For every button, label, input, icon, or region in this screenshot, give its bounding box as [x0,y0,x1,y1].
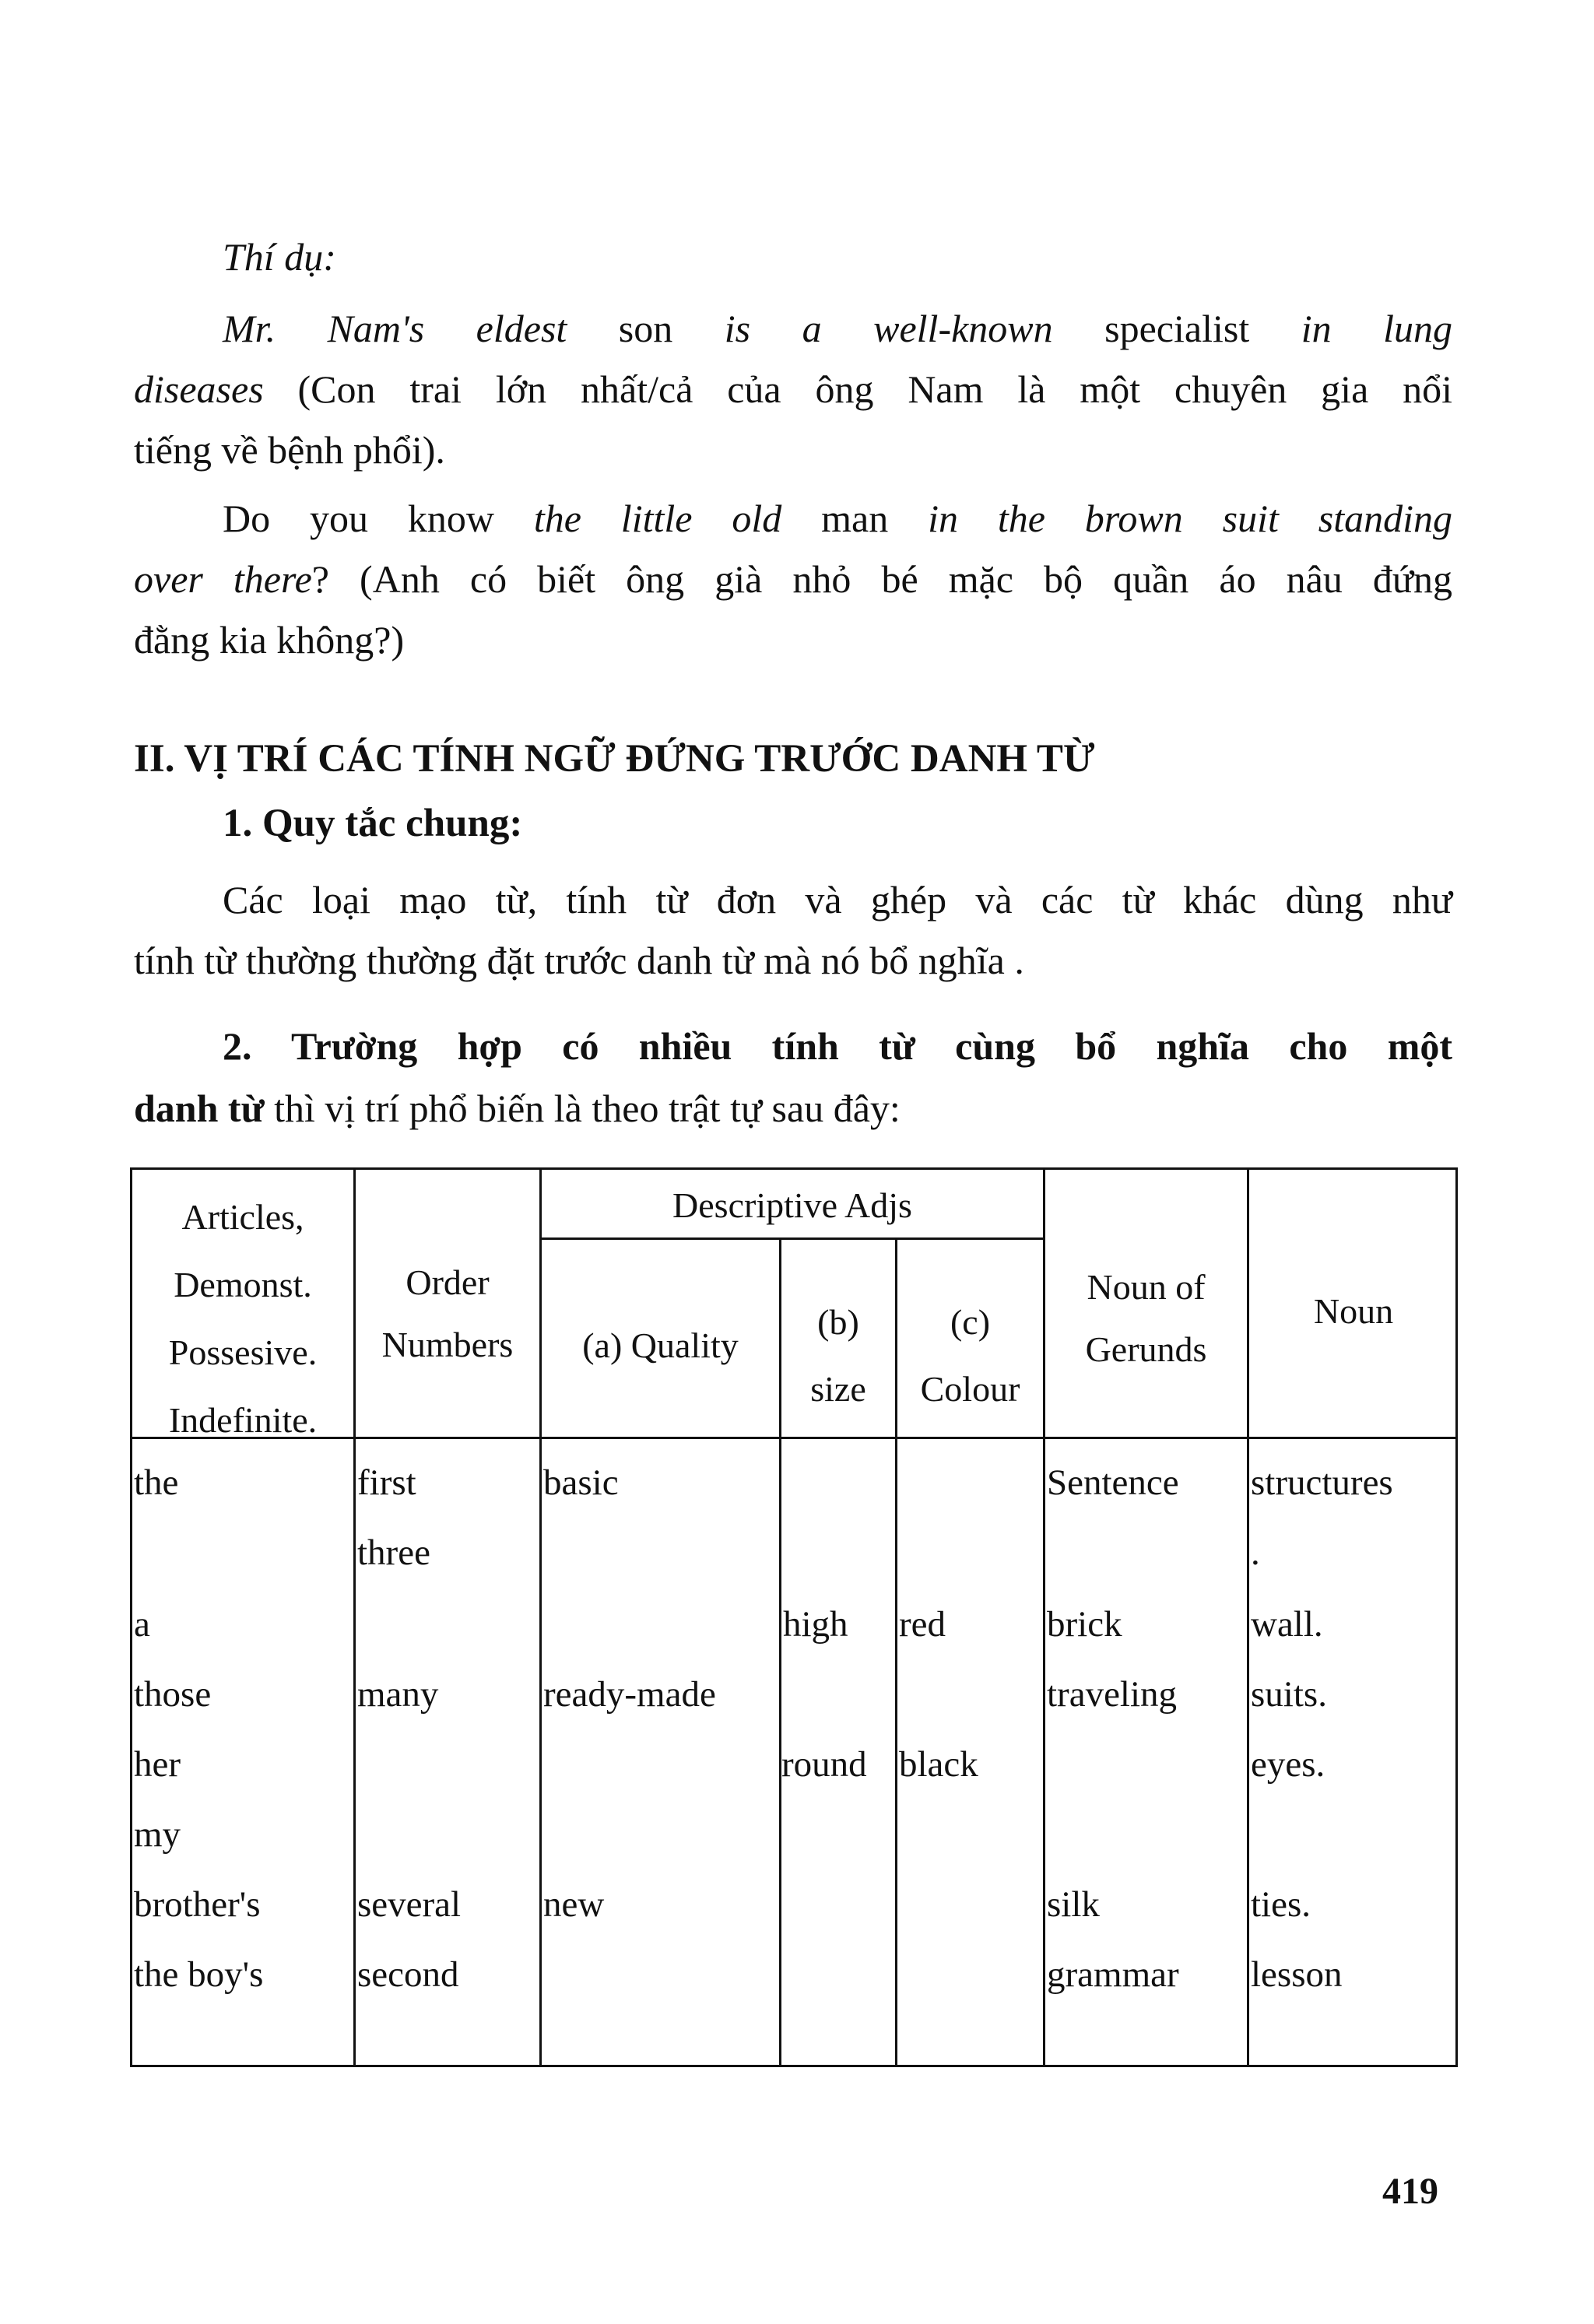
ex2-part-c: man [781,497,929,540]
table-cell: brick [1047,1604,1122,1645]
rule-2-line-1: 2. Trường hợp có nhiều tính từ cùng bổ nghĩa cho một [223,1024,1452,1068]
table-cell: my [134,1814,181,1855]
table-cell: several [357,1884,462,1925]
header-colour [897,1289,1043,1423]
ex1-part-c: is a well-known [724,307,1053,350]
example-1-line-2 [134,366,1452,412]
table-cell: her [134,1744,181,1785]
ex1-part-e: in lung [1301,307,1453,350]
example-2-line-2 [134,556,1452,602]
table-cell: black [899,1744,978,1785]
header-articles-line-3: Possesive. [168,1332,318,1372]
header-articles-line-1: Articles, [181,1197,304,1237]
header-gerunds-line-1: Noun of [1087,1267,1206,1307]
rule-1-text-line-2: tính từ thường thường đặt trước danh từ mà nó bổ nghĩa . [134,939,1024,982]
table-cell: the [134,1462,179,1503]
table-cell: many [357,1674,439,1715]
header-size-line-2: size [810,1369,866,1409]
rule-1-title: 1. Quy tắc chung: [223,802,523,845]
header-descriptive: Descriptive Adjs [672,1185,912,1225]
header-articles-line-2: Demonst. [174,1265,312,1304]
table-cell: the boy's [134,1954,264,1995]
descriptive-divider [539,1237,1043,1240]
table-cell: Sentence [1047,1462,1179,1503]
header-colour-line-1: (c) [950,1302,991,1342]
table-cell: red [899,1604,946,1645]
table-cell: eyes. [1251,1744,1325,1785]
rule-2-bold: danh từ [134,1087,265,1130]
table-cell: a [134,1604,150,1645]
example-1-line-1 [223,305,1452,352]
example-2-line-3: đằng kia không?) [134,618,405,662]
example-1-line-3: tiếng về bệnh phổi). [134,428,445,472]
header-articles [132,1183,353,1454]
table-cell: second [357,1954,459,1995]
table-cell: . [1251,1532,1260,1573]
table-cell: wall. [1251,1604,1323,1645]
table-cell: traveling [1047,1674,1178,1715]
header-noun: Noun [1313,1291,1394,1331]
header-order-line-2: Numbers [381,1325,514,1364]
rule-2-line-2 [134,1085,901,1132]
table-cell: new [543,1884,605,1925]
ex2-part-d: in the brown suit standing [928,497,1452,540]
table-cell: round [781,1744,867,1785]
table-cell: grammar [1047,1954,1179,1995]
example-2-line-1 [223,495,1452,542]
table-cell: lesson [1251,1954,1343,1995]
col-divider-2 [539,1167,542,2067]
ex1-part-f: diseases [134,367,264,411]
header-gerunds-line-2: Gerunds [1085,1329,1207,1369]
table-cell: first [357,1462,416,1503]
table-cell: ready-made [543,1674,716,1715]
header-order-numbers [356,1252,539,1376]
ex1-part-a: Mr. Nam's eldest [223,307,567,350]
ex2-part-a: Do you know [223,497,534,540]
table-cell: those [134,1674,212,1715]
table-cell: silk [1047,1884,1100,1925]
table-cell: basic [543,1462,619,1503]
ex2-part-e: over there [134,557,312,601]
header-size [781,1289,895,1423]
table-cell: structures [1251,1462,1393,1503]
header-articles-line-4: Indefinite. [168,1400,318,1440]
page-number: 419 [1382,2171,1438,2212]
table-cell: three [357,1532,430,1573]
header-gerunds [1045,1256,1247,1381]
header-size-line-1: (b) [817,1302,859,1342]
rule-2-rest: thì vị trí phổ biến là theo trật tự sau đây: [264,1087,901,1130]
section-heading: II. VỊ TRÍ CÁC TÍNH NGỮ ĐỨNG TRƯỚC DANH TỪ [134,737,1095,781]
table-cell: suits. [1251,1674,1327,1715]
header-quality: (a) Quality [582,1325,739,1365]
ex2-part-f: ? (Anh có biết ông già nhỏ bé mặc bộ quần áo nâu đứng [311,557,1452,601]
header-colour-line-2: Colour [920,1369,1020,1409]
table-cell: brother's [134,1884,261,1925]
ex2-part-b: the little old [533,497,782,540]
rule-1-text-line-1: Các loại mạo từ, tính từ đơn và ghép và các từ khác dùng như [223,878,1452,922]
ex1-part-b: son [567,307,725,350]
ex1-part-g: (Con trai lớn nhất/cả của ông Nam là một chuyên gia nổi [263,367,1452,411]
table-cell: ties. [1251,1884,1311,1925]
example-label: Thí dụ: [223,235,336,279]
header-order-line-1: Order [406,1262,490,1302]
ex1-part-d: specialist [1052,307,1301,350]
table-cell: high [783,1604,848,1645]
